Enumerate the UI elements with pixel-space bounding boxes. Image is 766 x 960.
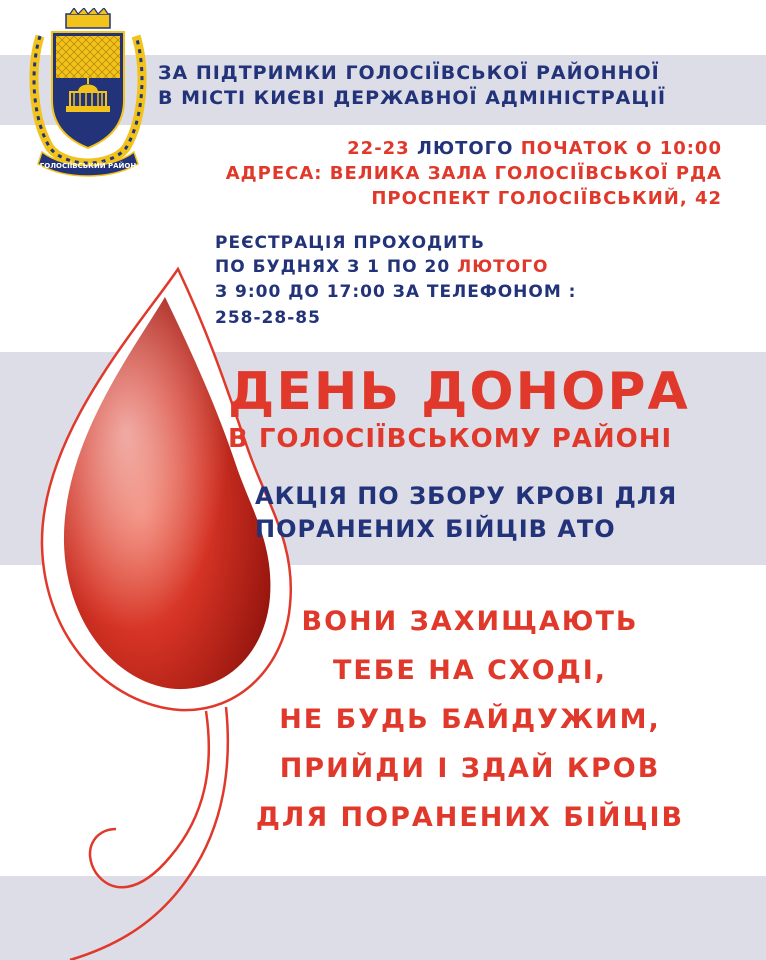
header-line-2: В МІСТІ КИЄВІ ДЕРЖАВНОЇ АДМІНІСТРАЦІЇ [158,87,667,109]
header-line-1: ЗА ПІДТРИМКИ ГОЛОСІЇВСЬКОЇ РАЙОННОЇ [158,62,660,84]
event-address: АДРЕСА: ВЕЛИКА ЗАЛА ГОЛОСІЇВСЬКОЇ РДА [225,163,722,184]
registration-days: ПО БУДНЯХ З 1 ПО 20 [215,257,451,277]
registration-line-1: РЕЄСТРАЦІЯ ПРОХОДИТЬ [215,233,485,253]
registration-hours: З 9:00 ДО 17:00 ЗА ТЕЛЕФОНОМ : [215,282,577,302]
page-subtitle: В ГОЛОСІЇВСЬКОМУ РАЙОНІ [228,424,673,454]
registration-phone: 258-28-85 [215,308,321,328]
event-dates: 22-23 [347,138,410,159]
district-emblem-icon [26,8,150,178]
event-street: ПРОСПЕКТ ГОЛОСІЇВСЬКИЙ, 42 [371,188,722,209]
registration-line-2 [215,257,549,277]
event-month: ЛЮТОГО [417,138,514,159]
appeal-line: ТЕБЕ НА СХОДІ, [332,655,608,686]
emblem-caption: ГОЛОСІЇВСЬКИЙ РАЙОН [39,162,137,170]
registration-month: ЛЮТОГО [457,257,549,277]
campaign-line-1: АКЦІЯ ПО ЗБОРУ КРОВІ ДЛЯ [255,482,678,510]
appeal-line: НЕ БУДЬ БАЙДУЖИМ, [279,704,661,735]
event-date-line [347,138,722,159]
appeal-line: ДЛЯ ПОРАНЕНИХ БІЙЦІВ [255,802,685,833]
appeal-line: ПРИЙДИ І ЗДАЙ КРОВ [279,753,661,784]
page-title: ДЕНЬ ДОНОРА [228,362,690,422]
event-start-time: ПОЧАТОК О 10:00 [520,138,722,159]
appeal-line: ВОНИ ЗАХИЩАЮТЬ [301,606,639,637]
campaign-line-2: ПОРАНЕНИХ БІЙЦІВ АТО [255,515,616,543]
blood-drop-icon [0,245,330,960]
